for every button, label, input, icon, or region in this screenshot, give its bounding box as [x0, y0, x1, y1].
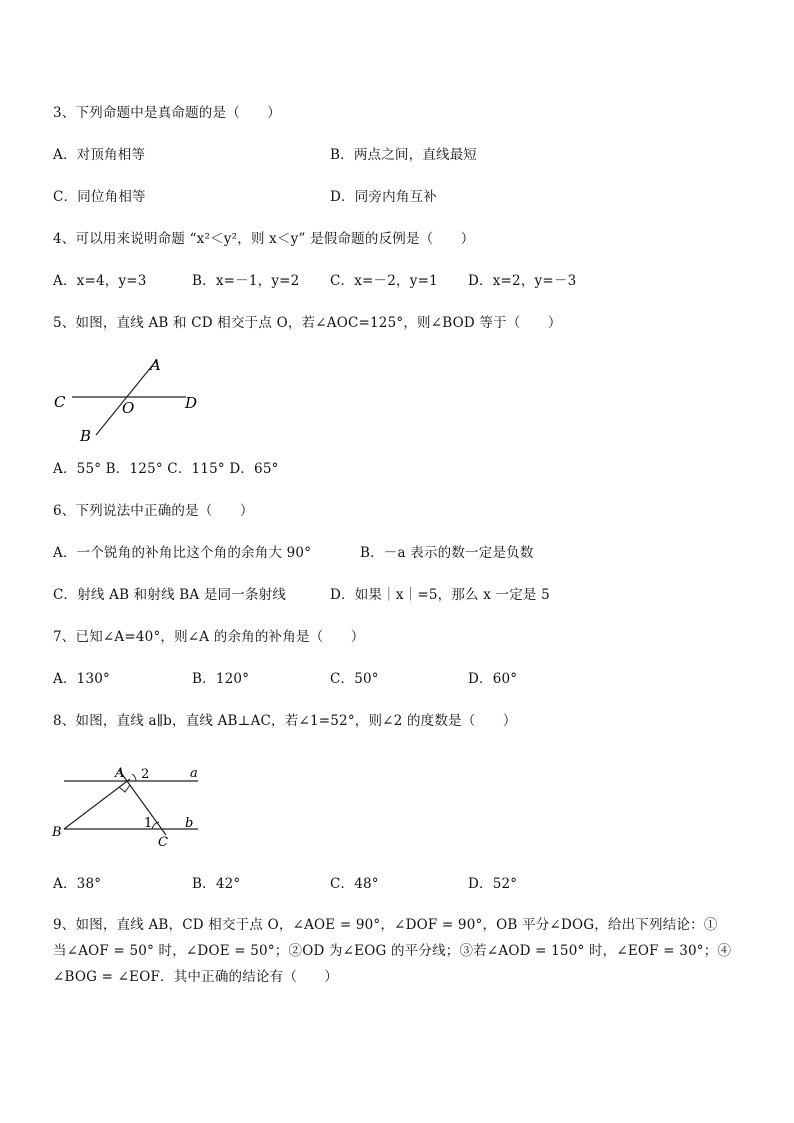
q4-option-d: D．x=2，y=－3: [468, 273, 577, 289]
q8-option-b: B．42°: [192, 876, 241, 892]
q7-option-b: B．120°: [192, 671, 250, 687]
label-b-point: B: [52, 825, 62, 840]
q6-stem: 6、下列说法中正确的是（ ）: [53, 503, 254, 519]
q5-options: A．55° B．125° C．115° D．65°: [53, 461, 279, 477]
q9-line-3: ∠BOG = ∠EOF．其中正确的结论有（ ）: [53, 969, 339, 985]
label-c: C: [54, 393, 66, 411]
q9-line-1: 9、如图，直线 AB，CD 相交于点 O，∠AOE = 90°，∠DOF = 90°，OB 平分∠DOG，给出下列结论：①: [53, 917, 718, 933]
q4-option-b: B．x=－1，y=2: [192, 273, 300, 289]
label-o: O: [122, 399, 135, 417]
line-ab: [64, 779, 130, 829]
q6-option-b: B．－a 表示的数一定是负数: [360, 545, 534, 561]
q8-option-a: A．38°: [53, 876, 102, 892]
q3-option-a: A．对顶角相等: [53, 147, 146, 163]
label-c-point: C: [158, 835, 168, 850]
label-d: D: [185, 394, 198, 412]
q3-option-c: C．同位角相等: [53, 189, 146, 205]
label-a-line: a: [190, 766, 198, 781]
label-b-line: b: [185, 816, 194, 831]
q7-stem: 7、已知∠A=40°，则∠A 的余角的补角是（ ）: [53, 629, 365, 645]
q4-option-a: A．x=4，y=3: [53, 273, 147, 289]
q6-option-a: A．一个锐角的补角比这个角的余角大 90°: [53, 545, 312, 561]
label-a-point: A: [115, 766, 125, 781]
line-ab: [96, 361, 156, 435]
q3-option-d: D．同旁内角互补: [330, 189, 437, 205]
q3-stem: 3、下列命题中是真命题的是（ ）: [53, 105, 281, 121]
q6-option-d: D．如果｜x｜=5，那么 x 一定是 5: [330, 587, 550, 603]
q8-option-d: D．52°: [468, 876, 518, 892]
label-b: B: [80, 427, 92, 445]
q8-stem: 8、如图，直线 a∥b，直线 AB⊥AC，若∠1=52°，则∠2 的度数是（ ）: [53, 713, 517, 729]
angle-arc-2: [132, 774, 136, 781]
q5-stem: 5、如图，直线 AB 和 CD 相交于点 O，若∠AOC=125°，则∠BOD 等于（ ）: [53, 315, 562, 331]
q7-option-a: A．130°: [53, 671, 110, 687]
q3-option-b: B．两点之间，直线最短: [330, 147, 478, 163]
q8-option-c: C．48°: [330, 876, 379, 892]
label-2: 2: [141, 767, 150, 782]
label-1: 1: [144, 816, 153, 831]
q8-figure: [48, 760, 208, 852]
q4-option-c: C．x=－2，y=1: [330, 273, 438, 289]
label-a: A: [150, 356, 161, 374]
q7-option-d: D．60°: [468, 671, 518, 687]
q7-option-c: C．50°: [330, 671, 379, 687]
q6-option-c: C．射线 AB 和射线 BA 是同一条射线: [53, 587, 287, 603]
q9-line-2: 当∠AOF = 50° 时，∠DOE = 50°；②OD 为∠EOG 的平分线；③若∠AOD = 150° 时，∠EOF = 30°；④: [53, 943, 732, 959]
q4-stem: 4、可以用来说明命题 “x²＜y²，则 x＜y” 是假命题的反例是（ ）: [53, 231, 475, 247]
q5-figure: [48, 352, 208, 447]
